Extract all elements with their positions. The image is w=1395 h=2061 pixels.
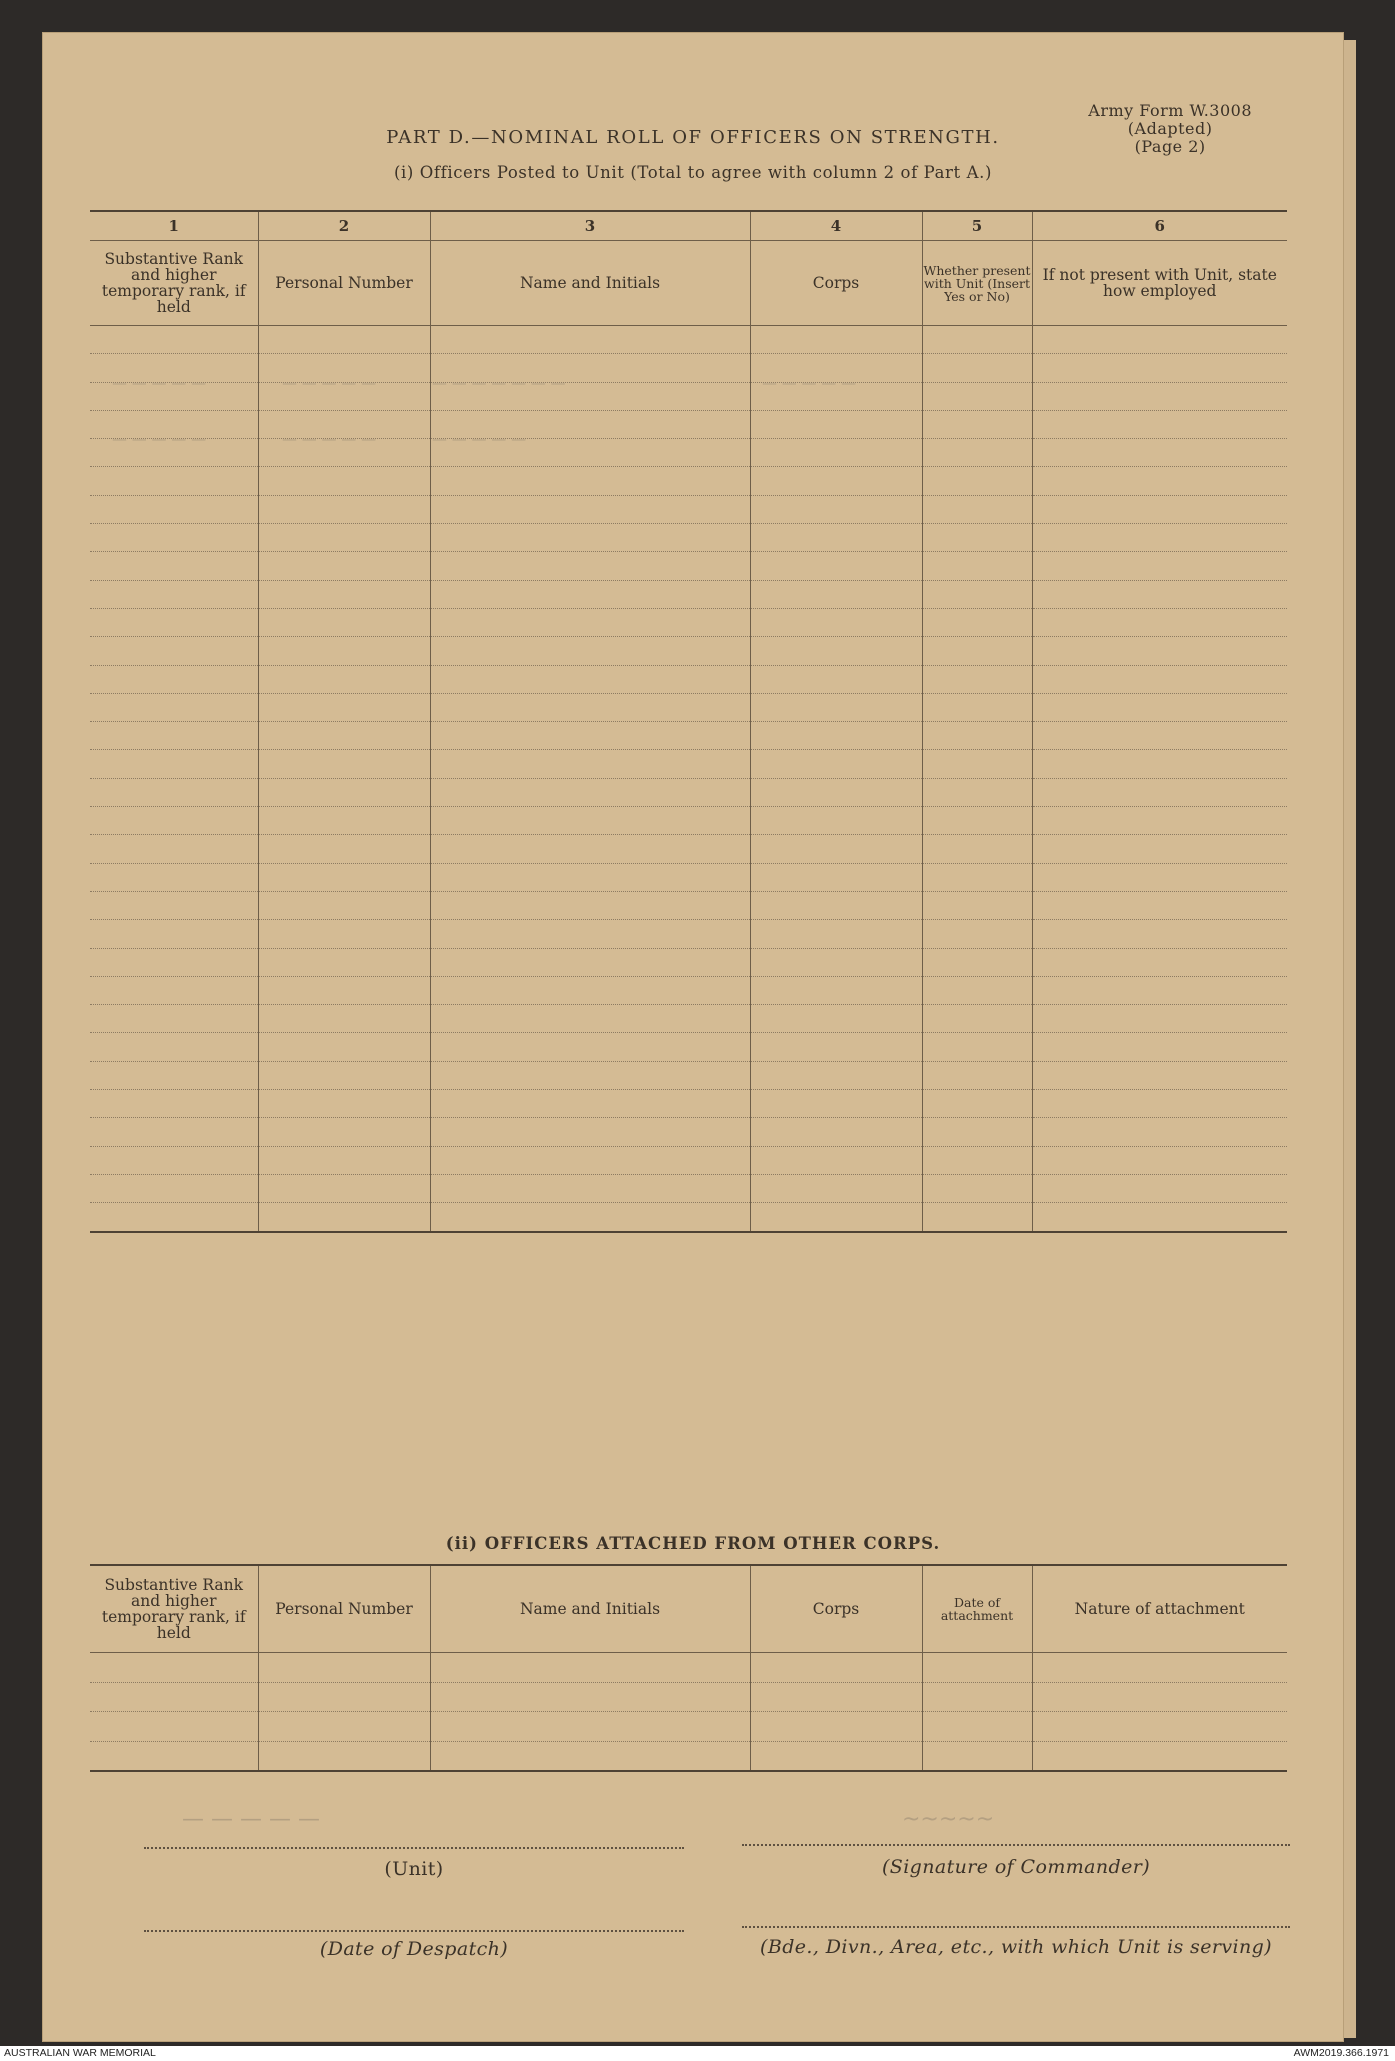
table-cell bbox=[922, 1682, 1032, 1712]
table-cell bbox=[750, 1203, 922, 1232]
column-number: 4 bbox=[750, 211, 922, 241]
table-cell bbox=[922, 608, 1032, 636]
table-cell bbox=[750, 1741, 922, 1771]
table-row bbox=[90, 665, 1287, 693]
table-cell bbox=[90, 1741, 258, 1771]
table-cell bbox=[430, 608, 750, 636]
table-row bbox=[90, 1005, 1287, 1033]
table-cell bbox=[430, 326, 750, 354]
table-row bbox=[90, 1146, 1287, 1174]
table-row bbox=[90, 354, 1287, 382]
table-cell bbox=[750, 863, 922, 891]
table-cell bbox=[750, 1033, 922, 1061]
table-cell bbox=[922, 920, 1032, 948]
officers-attached-table bbox=[90, 1564, 1287, 1772]
table-cell bbox=[1032, 467, 1287, 495]
pencil-mark: — — — — — bbox=[282, 430, 377, 448]
table-row bbox=[90, 1203, 1287, 1232]
table-cell bbox=[90, 1682, 258, 1712]
table-cell bbox=[1032, 807, 1287, 835]
table-cell bbox=[90, 495, 258, 523]
table-cell bbox=[430, 467, 750, 495]
table-cell bbox=[90, 326, 258, 354]
table-cell bbox=[750, 1174, 922, 1202]
table-cell bbox=[258, 1146, 430, 1174]
table-cell bbox=[750, 552, 922, 580]
table-cell bbox=[922, 948, 1032, 976]
table-row bbox=[90, 835, 1287, 863]
table-cell bbox=[90, 665, 258, 693]
table-cell bbox=[90, 920, 258, 948]
table-cell bbox=[750, 976, 922, 1004]
table-cell bbox=[258, 1090, 430, 1118]
table-cell bbox=[750, 524, 922, 552]
table-cell bbox=[922, 495, 1032, 523]
commander-signature-label: (Signature of Commander) bbox=[881, 1856, 1151, 1878]
table-cell bbox=[430, 1174, 750, 1202]
table-cell bbox=[90, 552, 258, 580]
table-cell bbox=[90, 863, 258, 891]
table-row bbox=[90, 410, 1287, 438]
table-cell bbox=[90, 1061, 258, 1089]
table-cell bbox=[1032, 1653, 1287, 1683]
form-sheet bbox=[42, 32, 1344, 2042]
table-cell bbox=[922, 326, 1032, 354]
form-adapted: (Adapted) bbox=[1127, 119, 1213, 138]
table-cell bbox=[1032, 354, 1287, 382]
table-cell bbox=[922, 1712, 1032, 1742]
table-cell bbox=[1032, 552, 1287, 580]
header-rank: Substantive Rank and higher temporary rank, if held bbox=[90, 241, 258, 326]
table-cell bbox=[258, 495, 430, 523]
table-cell bbox=[750, 750, 922, 778]
table-cell bbox=[922, 1118, 1032, 1146]
table-row bbox=[90, 382, 1287, 410]
table-cell bbox=[430, 863, 750, 891]
table-cell bbox=[1032, 580, 1287, 608]
table-cell bbox=[430, 1653, 750, 1683]
table-cell bbox=[258, 722, 430, 750]
table-cell bbox=[430, 524, 750, 552]
table-cell bbox=[90, 1090, 258, 1118]
header-row bbox=[90, 1565, 1287, 1653]
table-cell bbox=[1032, 1033, 1287, 1061]
table-cell bbox=[750, 693, 922, 721]
table-cell bbox=[430, 1005, 750, 1033]
table-cell bbox=[922, 1741, 1032, 1771]
pencil-mark: — — — — — bbox=[182, 1807, 320, 1832]
pencil-mark: — — — — — bbox=[112, 430, 207, 448]
header-name: Name and Initials bbox=[430, 241, 750, 326]
table-cell bbox=[1032, 1203, 1287, 1232]
table-cell bbox=[922, 750, 1032, 778]
table-cell bbox=[90, 722, 258, 750]
table-cell bbox=[258, 665, 430, 693]
table-cell bbox=[750, 1061, 922, 1089]
table-cell bbox=[1032, 1741, 1287, 1771]
table-cell bbox=[430, 920, 750, 948]
table-cell bbox=[922, 891, 1032, 919]
table-cell bbox=[430, 1203, 750, 1232]
table-cell bbox=[430, 1033, 750, 1061]
table-cell bbox=[90, 524, 258, 552]
table-cell bbox=[922, 382, 1032, 410]
table-cell bbox=[750, 835, 922, 863]
table-cell bbox=[258, 807, 430, 835]
table-row bbox=[90, 1741, 1287, 1771]
table-cell bbox=[90, 637, 258, 665]
table-cell bbox=[258, 1712, 430, 1742]
table-cell bbox=[258, 637, 430, 665]
table-cell bbox=[750, 580, 922, 608]
table-row bbox=[90, 524, 1287, 552]
table-cell bbox=[258, 552, 430, 580]
column-number-row bbox=[90, 211, 1287, 241]
table-cell bbox=[430, 495, 750, 523]
commander-signature-line bbox=[742, 1844, 1290, 1846]
table-cell bbox=[1032, 608, 1287, 636]
table-cell bbox=[258, 778, 430, 806]
table-cell bbox=[922, 1653, 1032, 1683]
header-corps: Corps bbox=[750, 1565, 922, 1653]
table-cell bbox=[1032, 920, 1287, 948]
table-cell bbox=[1032, 750, 1287, 778]
table-row bbox=[90, 948, 1287, 976]
table-cell bbox=[258, 835, 430, 863]
column-number: 6 bbox=[1032, 211, 1287, 241]
table-row bbox=[90, 1090, 1287, 1118]
table-cell bbox=[90, 778, 258, 806]
table-cell bbox=[750, 665, 922, 693]
table-cell bbox=[750, 608, 922, 636]
table-row bbox=[90, 1712, 1287, 1742]
table-cell bbox=[1032, 495, 1287, 523]
table-cell bbox=[90, 1118, 258, 1146]
table-cell bbox=[922, 835, 1032, 863]
table-cell bbox=[1032, 439, 1287, 467]
header-nature-of-attachment: Nature of attachment bbox=[1032, 1565, 1287, 1653]
part-ii-title: (ii) OFFICERS ATTACHED FROM OTHER CORPS. bbox=[445, 1534, 941, 1553]
table-cell bbox=[750, 778, 922, 806]
table-cell bbox=[1032, 382, 1287, 410]
table-cell bbox=[258, 891, 430, 919]
table-cell bbox=[258, 1005, 430, 1033]
table-cell bbox=[750, 1712, 922, 1742]
table-row bbox=[90, 1033, 1287, 1061]
table-cell bbox=[258, 1061, 430, 1089]
formation-line bbox=[742, 1926, 1290, 1928]
table-cell bbox=[1032, 976, 1287, 1004]
table-cell bbox=[90, 1005, 258, 1033]
table-cell bbox=[1032, 665, 1287, 693]
table-cell bbox=[750, 807, 922, 835]
table-row bbox=[90, 552, 1287, 580]
table-cell bbox=[430, 665, 750, 693]
table-cell bbox=[430, 835, 750, 863]
table-cell bbox=[258, 608, 430, 636]
table-cell bbox=[90, 948, 258, 976]
table-cell bbox=[258, 524, 430, 552]
table-cell bbox=[1032, 948, 1287, 976]
table-cell bbox=[750, 439, 922, 467]
table-cell bbox=[258, 1653, 430, 1683]
header-personal-number: Personal Number bbox=[258, 1565, 430, 1653]
table-cell bbox=[922, 1174, 1032, 1202]
table-cell bbox=[922, 524, 1032, 552]
table-cell bbox=[750, 920, 922, 948]
pencil-mark: ~~~~~ bbox=[902, 1807, 995, 1832]
table-cell bbox=[90, 1712, 258, 1742]
table-row bbox=[90, 722, 1287, 750]
table-cell bbox=[750, 637, 922, 665]
table-cell bbox=[430, 1118, 750, 1146]
table-row bbox=[90, 807, 1287, 835]
header-rank: Substantive Rank and higher temporary rank, if held bbox=[90, 1565, 258, 1653]
pencil-mark: — — — — — bbox=[282, 374, 377, 392]
header-employment: If not present with Unit, state how employed bbox=[1032, 241, 1287, 326]
table-cell bbox=[90, 1653, 258, 1683]
form-number: Army Form W.3008 bbox=[1088, 101, 1252, 120]
table-cell bbox=[750, 1118, 922, 1146]
table-cell bbox=[430, 750, 750, 778]
column-number: 5 bbox=[922, 211, 1032, 241]
table-cell bbox=[1032, 1174, 1287, 1202]
table-cell bbox=[258, 750, 430, 778]
table-cell bbox=[922, 580, 1032, 608]
table-cell bbox=[922, 863, 1032, 891]
table-row bbox=[90, 778, 1287, 806]
table-cell bbox=[90, 1146, 258, 1174]
header-personal-number: Personal Number bbox=[258, 241, 430, 326]
table-cell bbox=[430, 1061, 750, 1089]
table-cell bbox=[922, 1203, 1032, 1232]
table-cell bbox=[90, 580, 258, 608]
table-cell bbox=[922, 693, 1032, 721]
table-cell bbox=[750, 467, 922, 495]
table-row bbox=[90, 495, 1287, 523]
table-cell bbox=[258, 976, 430, 1004]
table-cell bbox=[1032, 637, 1287, 665]
pencil-mark: — — — — — — — bbox=[432, 374, 566, 392]
table-cell bbox=[90, 976, 258, 1004]
table-cell bbox=[90, 835, 258, 863]
archive-caption bbox=[0, 2046, 1395, 2061]
table-cell bbox=[258, 1174, 430, 1202]
officers-posted-table bbox=[90, 210, 1287, 1233]
table-cell bbox=[750, 1090, 922, 1118]
table-cell bbox=[430, 1741, 750, 1771]
table-row bbox=[90, 891, 1287, 919]
table-cell bbox=[1032, 891, 1287, 919]
table-cell bbox=[922, 807, 1032, 835]
table-cell bbox=[922, 439, 1032, 467]
table-cell bbox=[922, 1090, 1032, 1118]
table-row bbox=[90, 693, 1287, 721]
header-date-of-attachment: Date of attachment bbox=[922, 1565, 1032, 1653]
table-cell bbox=[430, 778, 750, 806]
table-cell bbox=[922, 637, 1032, 665]
table-cell bbox=[258, 863, 430, 891]
table-cell bbox=[90, 1174, 258, 1202]
table-cell bbox=[430, 1712, 750, 1742]
table-cell bbox=[750, 1146, 922, 1174]
table-cell bbox=[90, 693, 258, 721]
table-cell bbox=[1032, 410, 1287, 438]
table-cell bbox=[1032, 1146, 1287, 1174]
table-cell bbox=[258, 1118, 430, 1146]
table-cell bbox=[430, 693, 750, 721]
despatch-date-label: (Date of Despatch) bbox=[319, 1938, 509, 1960]
table-cell bbox=[90, 1033, 258, 1061]
table-cell bbox=[922, 665, 1032, 693]
table-cell bbox=[1032, 326, 1287, 354]
table-cell bbox=[1032, 778, 1287, 806]
table-cell bbox=[258, 326, 430, 354]
table-row bbox=[90, 608, 1287, 636]
part-d-subtitle: (i) Officers Posted to Unit (Total to agree with column 2 of Part A.) bbox=[394, 163, 992, 182]
table-cell bbox=[258, 1203, 430, 1232]
table-cell bbox=[922, 1033, 1032, 1061]
table-row bbox=[90, 1653, 1287, 1683]
table-row bbox=[90, 750, 1287, 778]
despatch-date-line bbox=[144, 1930, 684, 1932]
table-cell bbox=[90, 750, 258, 778]
table-cell bbox=[1032, 835, 1287, 863]
table-cell bbox=[90, 608, 258, 636]
column-number: 1 bbox=[90, 211, 258, 241]
table-cell bbox=[922, 410, 1032, 438]
table-cell bbox=[1032, 1118, 1287, 1146]
table-cell bbox=[922, 976, 1032, 1004]
table-cell bbox=[922, 467, 1032, 495]
pencil-mark: — — — — — bbox=[762, 374, 857, 392]
table-cell bbox=[750, 410, 922, 438]
table-cell bbox=[750, 326, 922, 354]
table-row bbox=[90, 580, 1287, 608]
header-present: Whether present with Unit (Insert Yes or No) bbox=[922, 241, 1032, 326]
table-cell bbox=[750, 948, 922, 976]
table-cell bbox=[750, 495, 922, 523]
table-cell bbox=[922, 552, 1032, 580]
unit-line bbox=[144, 1847, 684, 1849]
table-row bbox=[90, 1174, 1287, 1202]
table-cell bbox=[258, 1682, 430, 1712]
column-number: 2 bbox=[258, 211, 430, 241]
table-cell bbox=[90, 807, 258, 835]
table-cell bbox=[258, 1033, 430, 1061]
table-cell bbox=[750, 1005, 922, 1033]
table-cell bbox=[430, 807, 750, 835]
table-row bbox=[90, 1118, 1287, 1146]
table-cell bbox=[750, 1653, 922, 1683]
pencil-mark: — — — — — bbox=[112, 374, 207, 392]
table-cell bbox=[922, 1005, 1032, 1033]
table-row bbox=[90, 467, 1287, 495]
table-cell bbox=[258, 948, 430, 976]
table-cell bbox=[430, 552, 750, 580]
header-name: Name and Initials bbox=[430, 1565, 750, 1653]
table-row bbox=[90, 976, 1287, 1004]
table-cell bbox=[430, 976, 750, 1004]
table-cell bbox=[1032, 1061, 1287, 1089]
table-cell bbox=[750, 722, 922, 750]
table-cell bbox=[258, 580, 430, 608]
table-cell bbox=[1032, 863, 1287, 891]
header-corps: Corps bbox=[750, 241, 922, 326]
table-cell bbox=[1032, 722, 1287, 750]
form-page: (Page 2) bbox=[1134, 137, 1206, 156]
table-cell bbox=[258, 693, 430, 721]
header-row bbox=[90, 241, 1287, 326]
table-cell bbox=[1032, 1682, 1287, 1712]
table-cell bbox=[922, 1061, 1032, 1089]
table-cell bbox=[258, 1741, 430, 1771]
formation-label: (Bde., Divn., Area, etc., with which Unit is serving) bbox=[760, 1936, 1272, 1958]
table-cell bbox=[922, 722, 1032, 750]
pencil-mark: — — — — — bbox=[432, 430, 527, 448]
table-cell bbox=[90, 1203, 258, 1232]
table-cell bbox=[430, 637, 750, 665]
table-cell bbox=[430, 1146, 750, 1174]
table-cell bbox=[922, 1146, 1032, 1174]
table-cell bbox=[1032, 1090, 1287, 1118]
table-cell bbox=[922, 778, 1032, 806]
archive-name: AUSTRALIAN WAR MEMORIAL bbox=[4, 2047, 156, 2059]
table-cell bbox=[1032, 1005, 1287, 1033]
table-cell bbox=[430, 891, 750, 919]
table-cell bbox=[750, 1682, 922, 1712]
table-cell bbox=[430, 1090, 750, 1118]
table-row bbox=[90, 920, 1287, 948]
table-row bbox=[90, 1682, 1287, 1712]
table-row bbox=[90, 439, 1287, 467]
table-cell bbox=[430, 1682, 750, 1712]
table-row bbox=[90, 863, 1287, 891]
table-cell bbox=[258, 467, 430, 495]
table-cell bbox=[1032, 524, 1287, 552]
table-cell bbox=[922, 354, 1032, 382]
table-cell bbox=[750, 891, 922, 919]
table-row bbox=[90, 637, 1287, 665]
table-cell bbox=[430, 948, 750, 976]
table-cell bbox=[258, 920, 430, 948]
table-cell bbox=[90, 467, 258, 495]
table-cell bbox=[1032, 1712, 1287, 1742]
table-cell bbox=[1032, 693, 1287, 721]
table-cell bbox=[430, 580, 750, 608]
unit-label: (Unit) bbox=[384, 1858, 444, 1880]
table-cell bbox=[90, 891, 258, 919]
table-cell bbox=[430, 722, 750, 750]
column-number: 3 bbox=[430, 211, 750, 241]
table-row bbox=[90, 326, 1287, 354]
part-d-title: PART D.—NOMINAL ROLL OF OFFICERS ON STRENGTH. bbox=[386, 127, 1000, 148]
archive-reference: AWM2019.366.1971 bbox=[1293, 2047, 1389, 2059]
table-row bbox=[90, 1061, 1287, 1089]
